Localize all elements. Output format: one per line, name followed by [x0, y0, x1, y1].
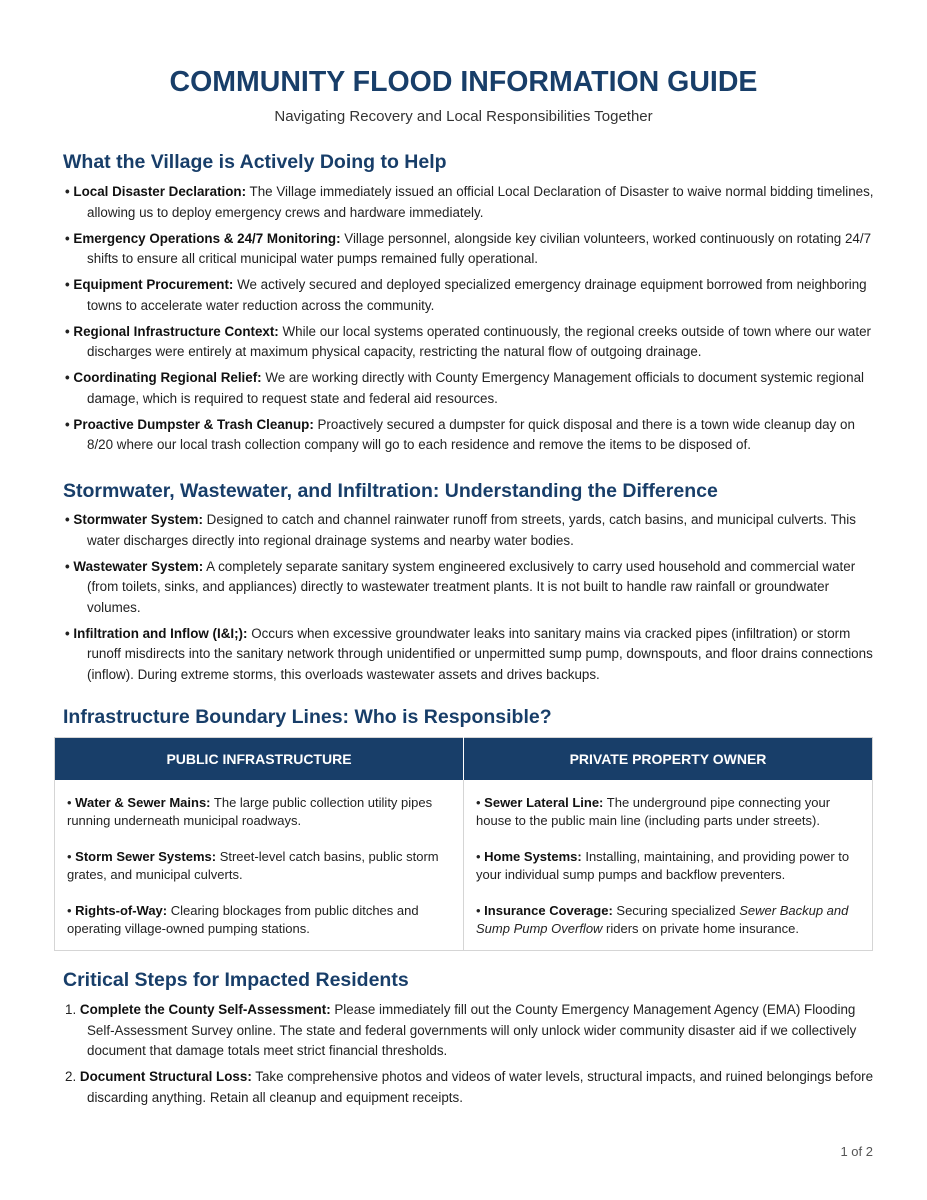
list-item: • Regional Infrastructure Context: While our local systems operated continuously, the regional creeks outside of town where our water discharges were entirely at maximum physical capacity, restricting the natural flow of outgoing drainage. — [65, 323, 871, 359]
item-text: Proactively secured a dumpster for quick disposal and there is a town wide cleanup day on 8/20 where our local trash collection company will go to each residence and remove the items to be disposed of. — [87, 416, 855, 452]
item-label: Local Disaster Declaration: — [73, 184, 247, 199]
private-item: • Sewer Lateral Line: The underground pipe connecting your house to the public main line (including parts under streets). — [476, 795, 831, 828]
step-number: 2. — [65, 1069, 77, 1084]
column-header-public: PUBLIC INFRASTRUCTURE — [55, 738, 464, 781]
item-text: Securing specialized — [612, 903, 740, 918]
item-text: Street-level catch basins, public storm grates, and municipal culverts. — [67, 849, 439, 882]
village-actions-list — [63, 182, 878, 461]
water-systems-list — [63, 510, 878, 691]
private-item: • Home Systems: Installing, maintaining, and providing power to your individual sump pumps and backflow preventers. — [476, 849, 850, 882]
item-text: Designed to catch and channel rainwater runoff from streets, yards, catch basins, and municipal culverts. This water discharges directly into regional drainage systems and nearby water bodies. — [87, 512, 856, 548]
item-label: Home Systems: — [484, 849, 582, 864]
item-label: Stormwater System: — [73, 512, 203, 527]
section-heading-water-systems: Stormwater, Wastewater, and Infiltration: Understanding the Difference — [63, 480, 718, 502]
item-label: Insurance Coverage: — [484, 903, 613, 918]
item-label: Water & Sewer Mains: — [75, 795, 211, 810]
list-item — [63, 1067, 878, 1108]
item-text: Please immediately fill out the County Emergency Management Agency (EMA) Flooding Self-Assessment Survey online. The state and federal governments will only unlock wider community disaster aid if we collectively document that damage totals meet strict financial thresholds. — [87, 1002, 857, 1058]
item-text: Clearing blockages from public ditches and operating village-owned pumping stations. — [67, 903, 419, 936]
document-subtitle: Navigating Recovery and Local Responsibilities Together — [274, 108, 653, 125]
section-heading-village-actions: What the Village is Actively Doing to Help — [63, 151, 447, 173]
public-item: • Water & Sewer Mains: The large public collection utility pipes running underneath municipal roadways. — [67, 795, 433, 828]
column-header-private: PRIVATE PROPERTY OWNER — [464, 738, 873, 781]
table-header-row — [55, 738, 873, 781]
public-item: • Rights-of-Way: Clearing blockages from public ditches and operating village-owned pumping stations. — [67, 903, 419, 936]
item-text: We are working directly with County Emergency Management officials to document systemic regional damage, which is required to request state and federal aid resources. — [87, 370, 864, 406]
item-text: Village personnel, alongside key civilian volunteers, worked continuously on rotating 24/7 shifts to ensure all critical municipal water pumps remained fully operational. — [87, 230, 872, 266]
item-label: Proactive Dumpster & Trash Cleanup: — [73, 416, 314, 432]
item-text: Take comprehensive photos and videos of water levels, structural impacts, and ruined belongings before discarding anything. Retain all cleanup and equipment receipts. — [87, 1069, 874, 1105]
item-text: Occurs when excessive groundwater leaks into sanitary mains via cracked pipes (infiltration) or storm runoff misdirects into the sanitary network through unidentified or unpermitted sump pump, downspouts, and floor drains connections (inflow). During extreme storms, this overloads wastewater assets and drives backups. — [87, 625, 873, 682]
item-text: Installing, maintaining, and providing power to your individual sump pumps and backflow preventers. — [476, 849, 850, 882]
list-item: • Emergency Operations & 24/7 Monitoring: Village personnel, alongside key civilian volunteers, worked continuously on rotating 24/7 shifts to ensure all critical municipal water pumps remained fully operational. — [65, 230, 872, 266]
list-item: • Infiltration and Inflow (I&I;): Occurs when excessive groundwater leaks into sanitary mains via cracked pipes (infiltration) or storm runoff misdirects into the sanitary network through unidentified or unpermitted sump pump, downspouts, and floor drains connections (inflow). During extreme storms, this overloads wastewater assets and drives backups. — [65, 625, 873, 682]
item-label: Sewer Lateral Line: — [484, 795, 604, 810]
list-item: • Wastewater System: A completely separate sanitary system engineered exclusively to carry used household and commercial water (from toilets, sinks, and appliances) directly to wastewater treatment plants. It is not built to handle raw rainfall or groundwater volumes. — [65, 558, 856, 615]
item-text: The underground pipe connecting your house to the public main line (including parts under streets). — [476, 795, 831, 828]
section-heading-responsibility: Infrastructure Boundary Lines: Who is Responsible? — [63, 706, 552, 728]
item-text: We actively secured and deployed specialized emergency drainage equipment borrowed from neighboring towns to accelerate water reduction across the community. — [87, 277, 867, 313]
list-item: • Proactive Dumpster & Trash Cleanup: Proactively secured a dumpster for quick disposal and there is a town wide cleanup day on 8/20 where our local trash collection company will go to each residence and remove the items to be disposed of. — [65, 416, 855, 452]
item-text: A completely separate sanitary system engineered exclusively to carry used household and commercial water (from toilets, sinks, and appliances) directly to wastewater treatment plants. It is not built to handle raw rainfall or groundwater volumes. — [87, 558, 856, 615]
item-label: Equipment Procurement: — [73, 277, 234, 292]
responsibility-table — [54, 737, 873, 951]
item-label: Wastewater System: — [73, 558, 204, 574]
item-text: The Village immediately issued an official Local Declaration of Disaster to waive normal bidding timelines, allowing us to deploy emergency crews and hardware immediately. — [87, 184, 874, 220]
item-emphasis: Sewer Backup and Sump Pump Overflow — [476, 903, 849, 936]
critical-steps-list — [63, 1000, 878, 1114]
table-row — [55, 780, 873, 951]
item-text: While our local systems operated continuously, the regional creeks outside of town where our water discharges were entirely at maximum physical capacity, restricting the natural flow of outgoing drainage. — [87, 323, 871, 359]
list-item: • Equipment Procurement: We actively secured and deployed specialized emergency drainage equipment borrowed from neighboring towns to accelerate water reduction across the community. — [65, 277, 867, 313]
item-label: Emergency Operations & 24/7 Monitoring: — [73, 230, 341, 246]
section-heading-critical-steps: Critical Steps for Impacted Residents — [63, 969, 409, 991]
item-label: Infiltration and Inflow (I&I;): — [73, 625, 248, 641]
list-item: • Local Disaster Declaration: The Village immediately issued an official Local Declaration of Disaster to waive normal bidding timelines, allowing us to deploy emergency crews and hardware immediately. — [65, 184, 874, 220]
item-label: Document Structural Loss: — [79, 1069, 252, 1084]
page-number: 1 of 2 — [840, 1144, 873, 1159]
step-number: 1. — [65, 1002, 77, 1017]
list-item: • Stormwater System: Designed to catch and channel rainwater runoff from streets, yards, catch basins, and municipal culverts. This water discharges directly into regional drainage systems and nearby water bodies. — [65, 512, 856, 548]
item-label: Rights-of-Way: — [75, 903, 168, 918]
document-title: COMMUNITY FLOOD INFORMATION GUIDE — [169, 66, 758, 98]
private-owner-cell — [464, 780, 873, 951]
item-label: Coordinating Regional Relief: — [73, 370, 262, 385]
item-label: Regional Infrastructure Context: — [73, 323, 279, 339]
list-item — [63, 1000, 878, 1062]
item-text: The large public collection utility pipes running underneath municipal roadways. — [67, 795, 433, 828]
public-item: • Storm Sewer Systems: Street-level catch basins, public storm grates, and municipal culverts. — [67, 849, 439, 882]
list-item: • Coordinating Regional Relief: We are working directly with County Emergency Management officials to document systemic regional damage, which is required to request state and federal aid resources. — [65, 370, 864, 406]
item-label: Complete the County Self-Assessment: — [79, 1002, 331, 1017]
item-text: riders on private home insurance. — [602, 921, 799, 936]
public-infrastructure-cell — [55, 780, 464, 951]
private-item: • Insurance Coverage: Securing specialized Sewer Backup and Sump Pump Overflow riders on private home insurance. — [476, 903, 849, 936]
item-label: Storm Sewer Systems: — [75, 849, 217, 864]
